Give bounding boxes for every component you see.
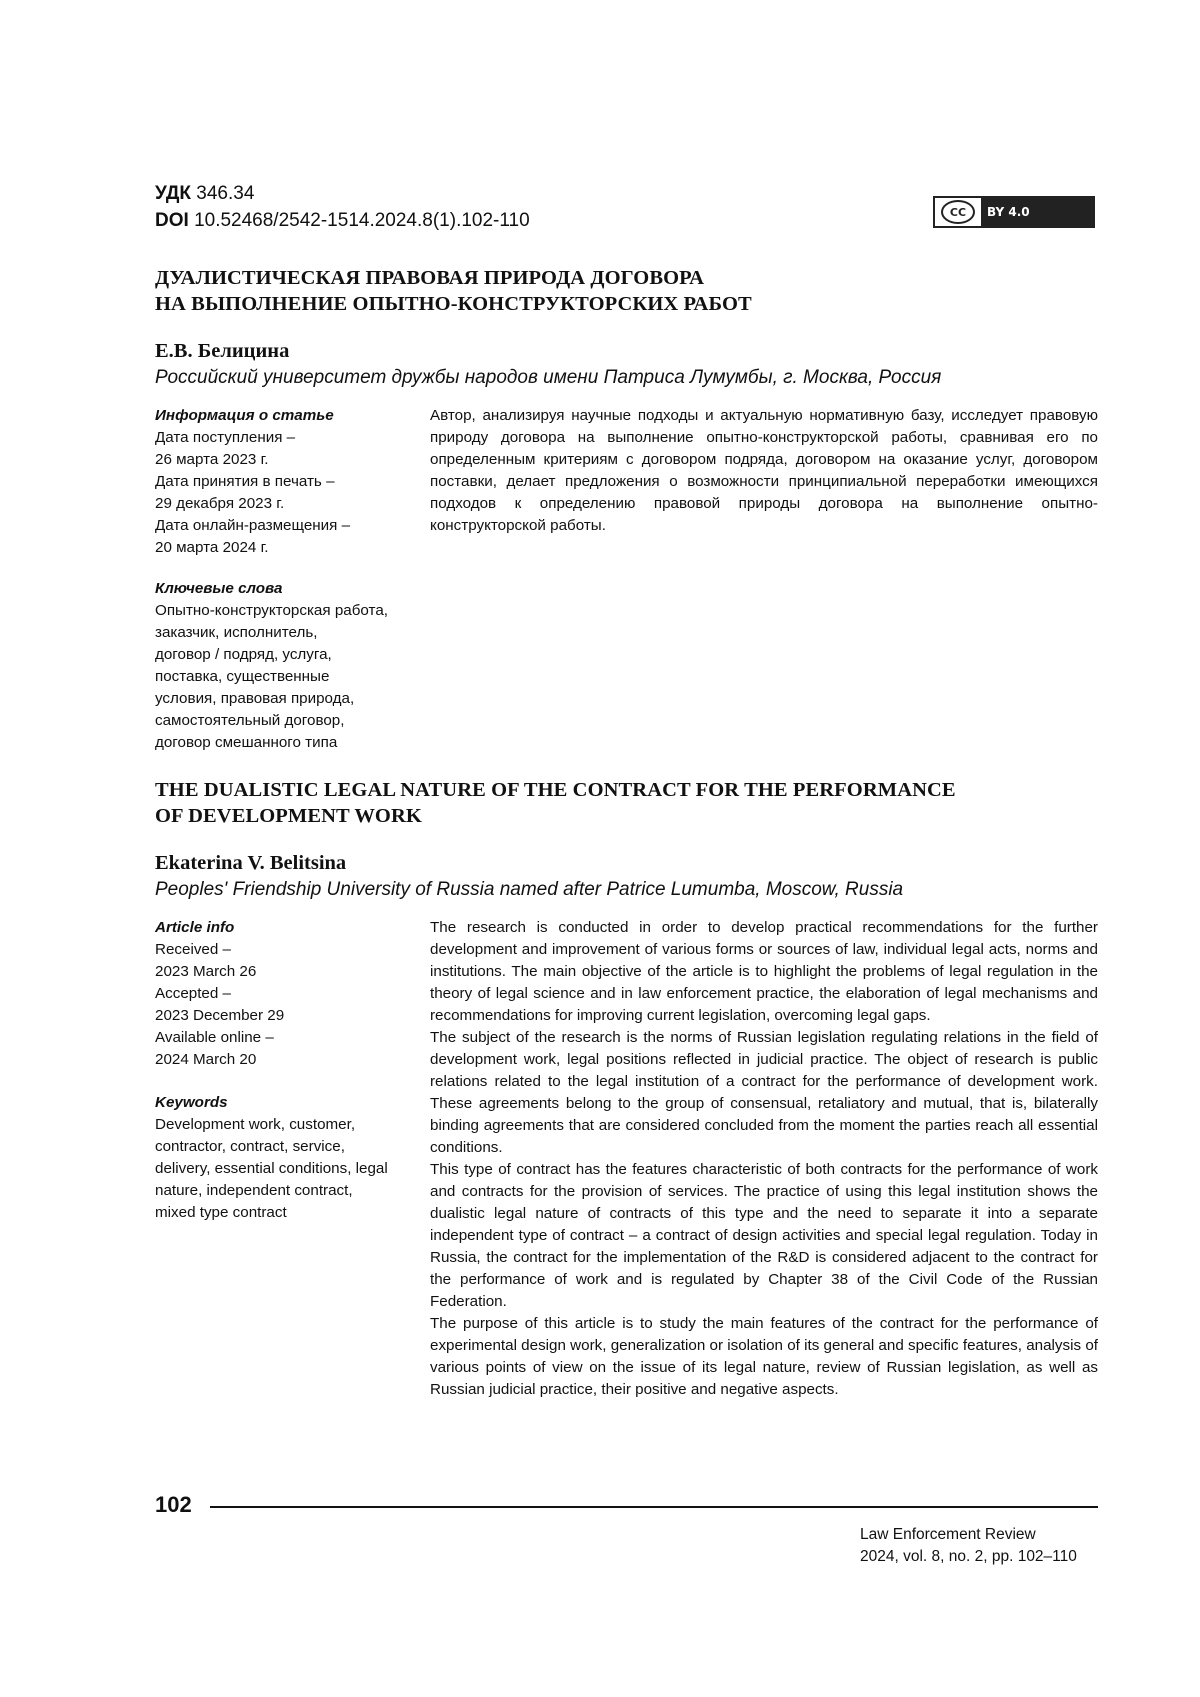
doi-line bbox=[155, 207, 530, 234]
udk-doi-block bbox=[155, 180, 530, 234]
udk-value: 346.34 bbox=[196, 183, 255, 204]
en-article-info bbox=[155, 917, 420, 1071]
en-abstract-p4: The purpose of this article is to study the main features of the contract for the performance of experimental design work, generalization or isolation of its general and specific features, analysis of various points of view on the issue of its legal nature, review of Russian legislation, as well as Russian judicial practice, their positive and negative aspects. bbox=[430, 1315, 1098, 1398]
udk-line bbox=[155, 180, 530, 207]
ru-received-label: Дата поступления – bbox=[155, 429, 296, 446]
doi-value[interactable]: 10.52468/2542-1514.2024.8(1).102-110 bbox=[194, 210, 530, 231]
en-keyword-line: mixed type contract bbox=[155, 1204, 287, 1221]
ru-keyword-line: поставка, существенные bbox=[155, 668, 330, 685]
ru-abstract bbox=[430, 405, 1098, 537]
ru-accepted-date: 29 декабря 2023 г. bbox=[155, 495, 285, 512]
en-abstract-p2: The subject of the research is the norms of Russian legislation regulating relations in the field of development work, legal positions reflected in judicial practice. The object of research is public relations related to the legal institution of a contract for the performance of development work. These agreements belong to the group of consensual, retaliatory and mutual, that is, bilaterally binding agreements that are considered concluded from the moment the parties reach all essential conditions. bbox=[430, 1029, 1098, 1156]
en-abstract bbox=[430, 917, 1098, 1401]
en-abstract-p3: This type of contract has the features characteristic of both contracts for the performance of work and contracts for the provision of services. The practice of using this legal institution shows the dualistic legal nature of contracts of this type and the need to separate it into a separate independent type of contract – a contract of design activities and special legal regulation. Today in Russia, the contract for the implementation of the R&D is considered adjacent to the contract for the performance of work and is regulated by Chapter 38 of the Civil Code of the Russian Federation. bbox=[430, 1161, 1098, 1310]
ru-article-info bbox=[155, 405, 420, 559]
journal-name: Law Enforcement Review bbox=[860, 1526, 1036, 1543]
en-abstract-p1: The research is conducted in order to develop practical recommendations for the further development and improvement of various forms or sources of law, individual legal acts, norms and institutions. The main objective of the article is to highlight the problems of legal regulation in the theory of legal science and in law enforcement practice, the elaboration of legal mechanisms and recommendations for improving current legislation, overcoming legal gaps. bbox=[430, 919, 1098, 1024]
ru-received-date: 26 марта 2023 г. bbox=[155, 451, 269, 468]
ru-online-label: Дата онлайн-размещения – bbox=[155, 517, 351, 534]
ru-author: Е.В. Белицина bbox=[155, 340, 290, 362]
en-keywords bbox=[155, 1092, 420, 1224]
ru-keyword-line: заказчик, исполнитель, bbox=[155, 624, 318, 641]
doi-label: DOI bbox=[155, 210, 189, 231]
en-affiliation: Peoples' Friendship University of Russia named after Patrice Lumumba, Moscow, Russia bbox=[155, 879, 904, 900]
en-title-line1: THE DUALISTIC LEGAL NATURE OF THE CONTRACT FOR THE PERFORMANCE bbox=[155, 779, 956, 801]
journal-citation bbox=[860, 1524, 1077, 1568]
en-received-label: Received – bbox=[155, 941, 231, 958]
page-number: 102 bbox=[155, 1492, 192, 1517]
en-accepted-date: 2023 December 29 bbox=[155, 1007, 285, 1024]
ru-keywords bbox=[155, 578, 420, 754]
ru-keyword-line: договор смешанного типа bbox=[155, 734, 338, 751]
en-keyword-line: nature, independent contract, bbox=[155, 1182, 353, 1199]
en-keyword-line: delivery, essential conditions, legal bbox=[155, 1160, 388, 1177]
ru-keyword-line: договор / подряд, услуга, bbox=[155, 646, 332, 663]
cc-license-badge[interactable] bbox=[933, 196, 1095, 228]
ru-abstract-text: Автор, анализируя научные подходы и актуальную нормативную базу, исследует правовую природу договора на выполнение опытно-конструкторской работы, сравнивая его по определенным критериям с договором подряда, договором на оказание услуг, договором поставки, делает предложения о возможности принципиальной переработки имеющихся подходов к определению правовой природы договора на выполнение опытно-конструкторской работы. bbox=[430, 407, 1098, 534]
ru-keyword-line: условия, правовая природа, bbox=[155, 690, 355, 707]
en-accepted-label: Accepted – bbox=[155, 985, 231, 1002]
en-online-label: Available online – bbox=[155, 1029, 274, 1046]
ru-title-line2: НА ВЫПОЛНЕНИЕ ОПЫТНО-КОНСТРУКТОРСКИХ РАБОТ bbox=[155, 293, 752, 315]
license-text: BY 4.0 bbox=[987, 205, 1030, 219]
en-keyword-line: Development work, customer, bbox=[155, 1116, 356, 1133]
journal-issue: 2024, vol. 8, no. 2, pp. 102–110 bbox=[860, 1548, 1077, 1565]
ru-keyword-line: самостоятельный договор, bbox=[155, 712, 345, 729]
ru-title bbox=[155, 265, 752, 317]
en-online-date: 2024 March 20 bbox=[155, 1051, 257, 1068]
en-info-heading: Article info bbox=[155, 919, 235, 936]
en-keyword-line: contractor, contract, service, bbox=[155, 1138, 345, 1155]
en-keywords-heading: Keywords bbox=[155, 1094, 228, 1111]
ru-keyword-line: Опытно-конструкторская работа, bbox=[155, 602, 388, 619]
ru-online-date: 20 марта 2024 г. bbox=[155, 539, 269, 556]
en-received-date: 2023 March 26 bbox=[155, 963, 257, 980]
cc-icon: CC bbox=[941, 200, 975, 224]
en-title bbox=[155, 777, 956, 829]
footer-rule bbox=[210, 1506, 1098, 1508]
ru-title-line1: ДУАЛИСТИЧЕСКАЯ ПРАВОВАЯ ПРИРОДА ДОГОВОРА bbox=[155, 267, 705, 289]
udk-label: УДК bbox=[155, 183, 191, 204]
en-author: Ekaterina V. Belitsina bbox=[155, 852, 347, 874]
ru-accepted-label: Дата принятия в печать – bbox=[155, 473, 335, 490]
ru-affiliation: Российский университет дружбы народов имени Патриса Лумумбы, г. Москва, Россия bbox=[155, 367, 942, 388]
en-title-line2: OF DEVELOPMENT WORK bbox=[155, 805, 422, 827]
ru-info-heading: Информация о статье bbox=[155, 407, 334, 424]
ru-keywords-heading: Ключевые слова bbox=[155, 580, 283, 597]
